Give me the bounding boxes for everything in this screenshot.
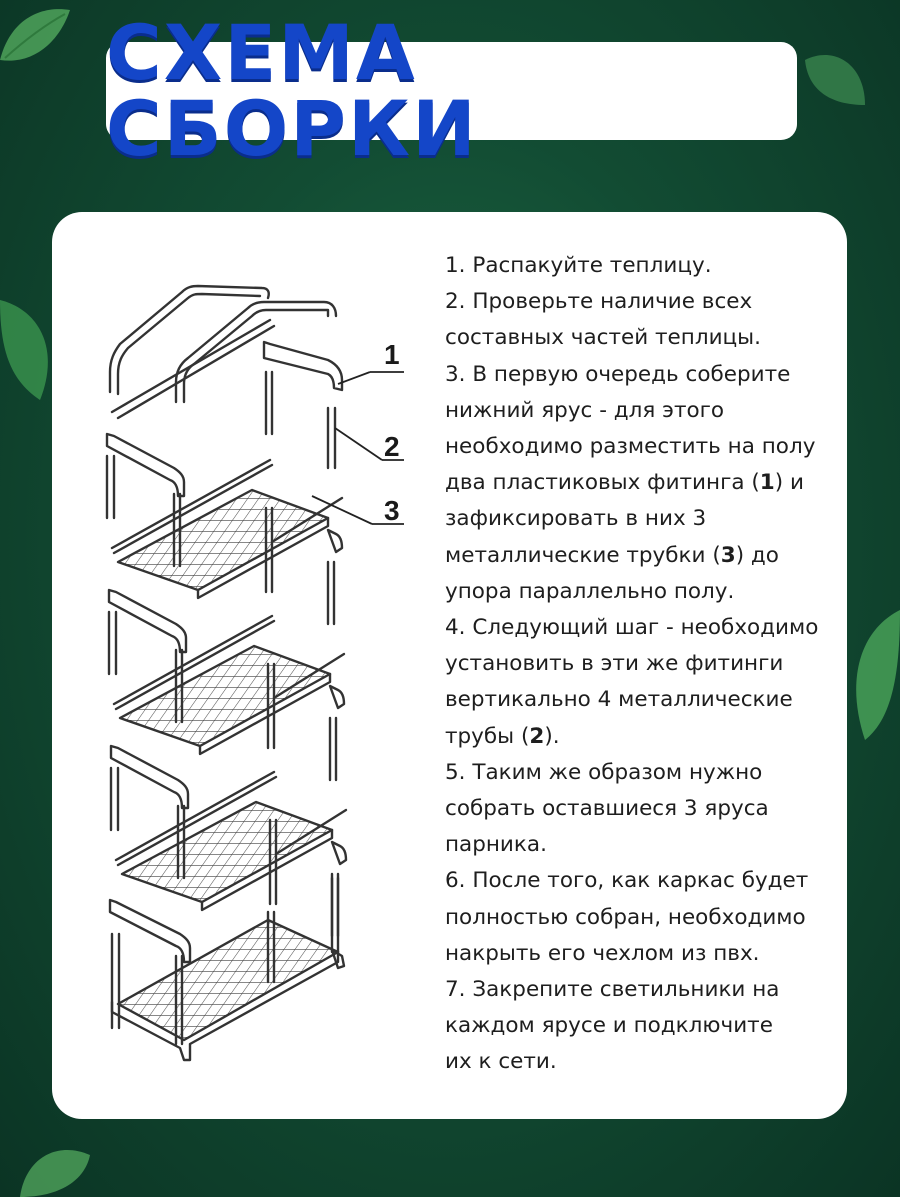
callout-label-1: 1 [384, 339, 400, 370]
step-1: 1. Распакуйте теплицу. [445, 253, 712, 278]
tier-2 [109, 590, 344, 780]
leaf-decoration-left [0, 290, 60, 410]
title-banner [106, 8, 797, 173]
roof-arch-right [176, 302, 336, 402]
step-7: 7. Закрепите светильники на каждом ярусе и подключите их к сети. [445, 977, 780, 1075]
step-3: 3. В первую очередь соберите нижний ярус - для этого необходимо разместить на полу два пластиковых фитинга (1) и зафиксировать в них 3 металлические трубки (3) до упора параллельно полу. [445, 361, 816, 604]
step-6: 6. После того, как каркас будет полностью собран, необходимо накрыть его чехлом из пвх. [445, 868, 809, 966]
leaf-decoration-bottom-left [15, 1140, 95, 1197]
step-5: 5. Таким же образом нужно собрать оставшиеся 3 яруса парника. [445, 759, 769, 858]
tier-3 [111, 746, 346, 936]
leaf-decoration-top-right [800, 45, 870, 115]
callout-line-2 [335, 428, 382, 460]
assembly-diagram [52, 212, 452, 1119]
instruction-steps [445, 248, 840, 1081]
leaf-decoration-right [845, 600, 900, 750]
tier-1 [107, 434, 342, 624]
leaf-decoration-top-left [0, 0, 80, 80]
instruction-card [52, 212, 847, 1119]
callout-label-2: 2 [384, 431, 400, 462]
tier-4-bottom [110, 878, 344, 1060]
step-4: 4. Следующий шаг - необходимо установить в эти же фитинги вертикально 4 металлические трубы (2). [445, 615, 819, 749]
callout-label-3: 3 [384, 495, 400, 526]
step-2: 2. Проверьте наличие всех составных частей теплицы. [445, 289, 761, 351]
page-title: СХЕМА СБОРКИ [106, 8, 478, 173]
